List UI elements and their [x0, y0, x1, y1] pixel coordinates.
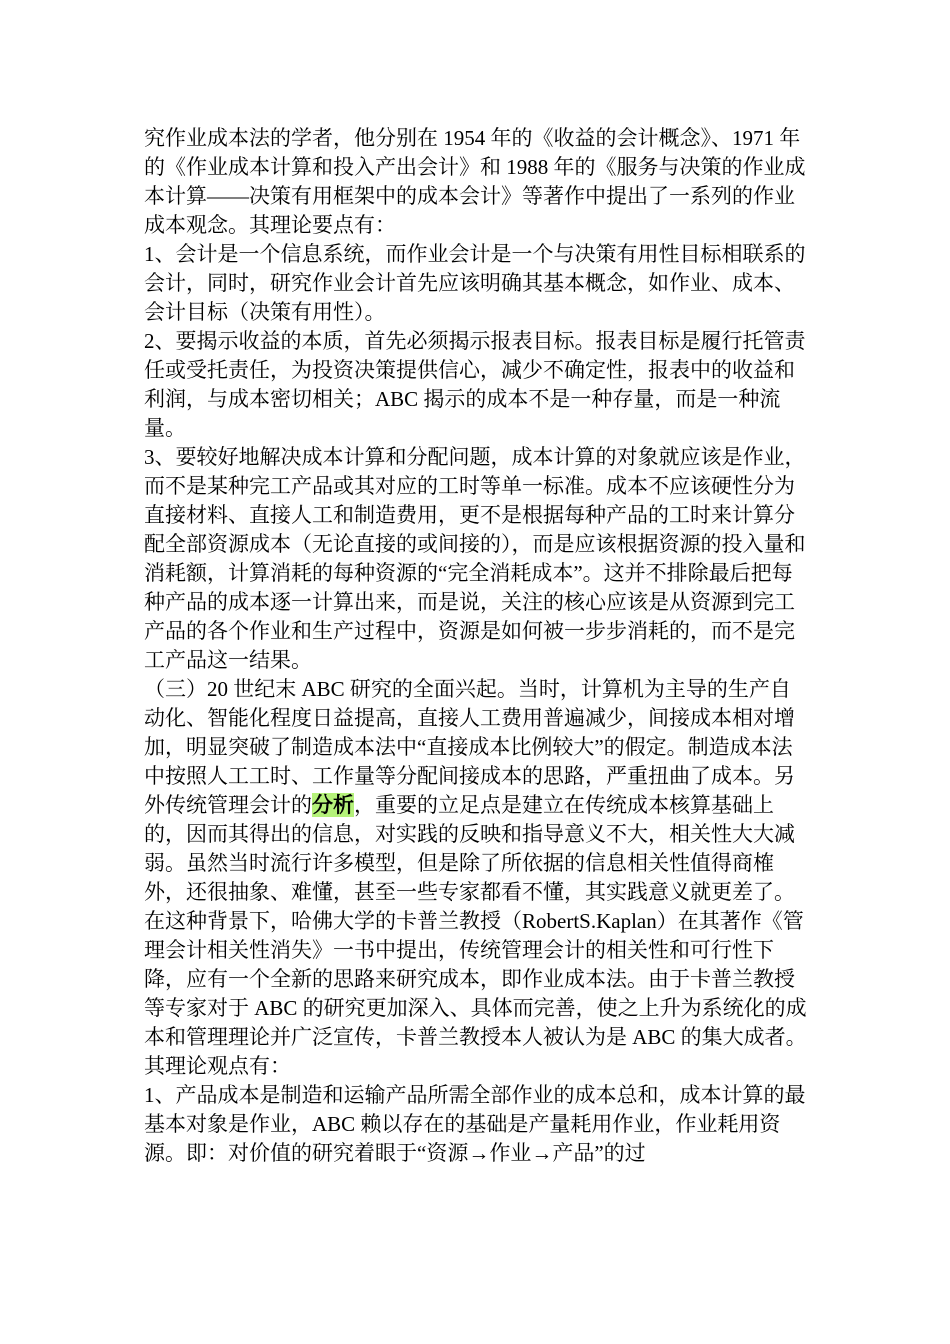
paragraph-kaplan-point-1: 1、产品成本是制造和运输产品所需全部作业的成本总和，成本计算的最基本对象是作业，ABC 赖以存在的基础是产量耗用作业，作业耗用资源。即：对价值的研究着眼于“资源→作业→产品”的过 — [144, 1083, 806, 1165]
paragraph-section-3-part-1: （三）20 世纪末 ABC 研究的全面兴起。当时，计算机为主导的生产自动化、智能化程度日益提高，直接人工费用普遍减少，间接成本相对增加，明显突破了制造成本法中“直接成本比例较大”的假定。制造成本法中按照人工工时、工作量等分配间接成本的思路，严重扭曲了成本。另外传统管理会计的 — [144, 677, 795, 817]
paragraph-section-3-part-2: ，重要的立足点是建立在传统成本核算基础上的，因而其得出的信息，对实践的反映和指导意义不大，相关性大大减弱。虽然当时流行许多模型，但是除了所依据的信息相关性值得商榷外，还很抽象、难懂，甚至一些专家都看不懂，其实践意义就更差了。在这种背景下，哈佛大学的卡普兰教授（RobertS.Kaplan）在其著作《管理会计相关性消失》一书中提出，传统管理会计的相关性和可行性下降，应有一个全新的思路来研究成本，即作业成本法。由于卡普兰教授等专家对于 ABC 的研究更加深入、具体而完善，使之上升为系统化的成本和管理理论并广泛宣传，卡普兰教授本人被认为是 ABC 的集大成者。其理论观点有： — [144, 793, 807, 1078]
paragraph-point-3: 3、要较好地解决成本计算和分配问题，成本计算的对象就应该是作业，而不是某种完工产品或其对应的工时等单一标准。成本不应该硬性分为直接材料、直接人工和制造费用，更不是根据每种产品的工时来计算分配全部资源成本（无论直接的或间接的），而是应该根据资源的投入量和消耗额，计算消耗的每种资源的“完全消耗成本”。这并不排除最后把每种产品的成本逐一计算出来，而是说，关注的核心应该是从资源到完工产品的各个作业和生产过程中，资源是如何被一步步消耗的，而不是完工产品这一结果。 — [144, 445, 806, 672]
paragraph-point-1: 1、会计是一个信息系统，而作业会计是一个与决策有用性目标相联系的会计，同时，研究作业会计首先应该明确其基本概念，如作业、成本、会计目标（决策有用性）。 — [144, 242, 806, 324]
paragraph-point-2: 2、要揭示收益的本质，首先必须揭示报表目标。报表目标是履行托管责任或受托责任，为投资决策提供信心，减少不确定性，报表中的收益和利润，与成本密切相关；ABC 揭示的成本不是一种存量，而是一种流量。 — [144, 329, 806, 440]
document-body — [144, 124, 808, 1168]
highlighted-term: 分析 — [312, 793, 354, 817]
paragraph-section-3 — [144, 675, 808, 1081]
paragraph-intro: 究作业成本法的学者，他分别在 1954 年的《收益的会计概念》、1971 年的《作业成本计算和投入产出会计》和 1988 年的《服务与决策的作业成本计算——决策有用框架中的成本会计》等著作中提出了一系列的作业成本观念。其理论要点有： — [144, 126, 806, 237]
